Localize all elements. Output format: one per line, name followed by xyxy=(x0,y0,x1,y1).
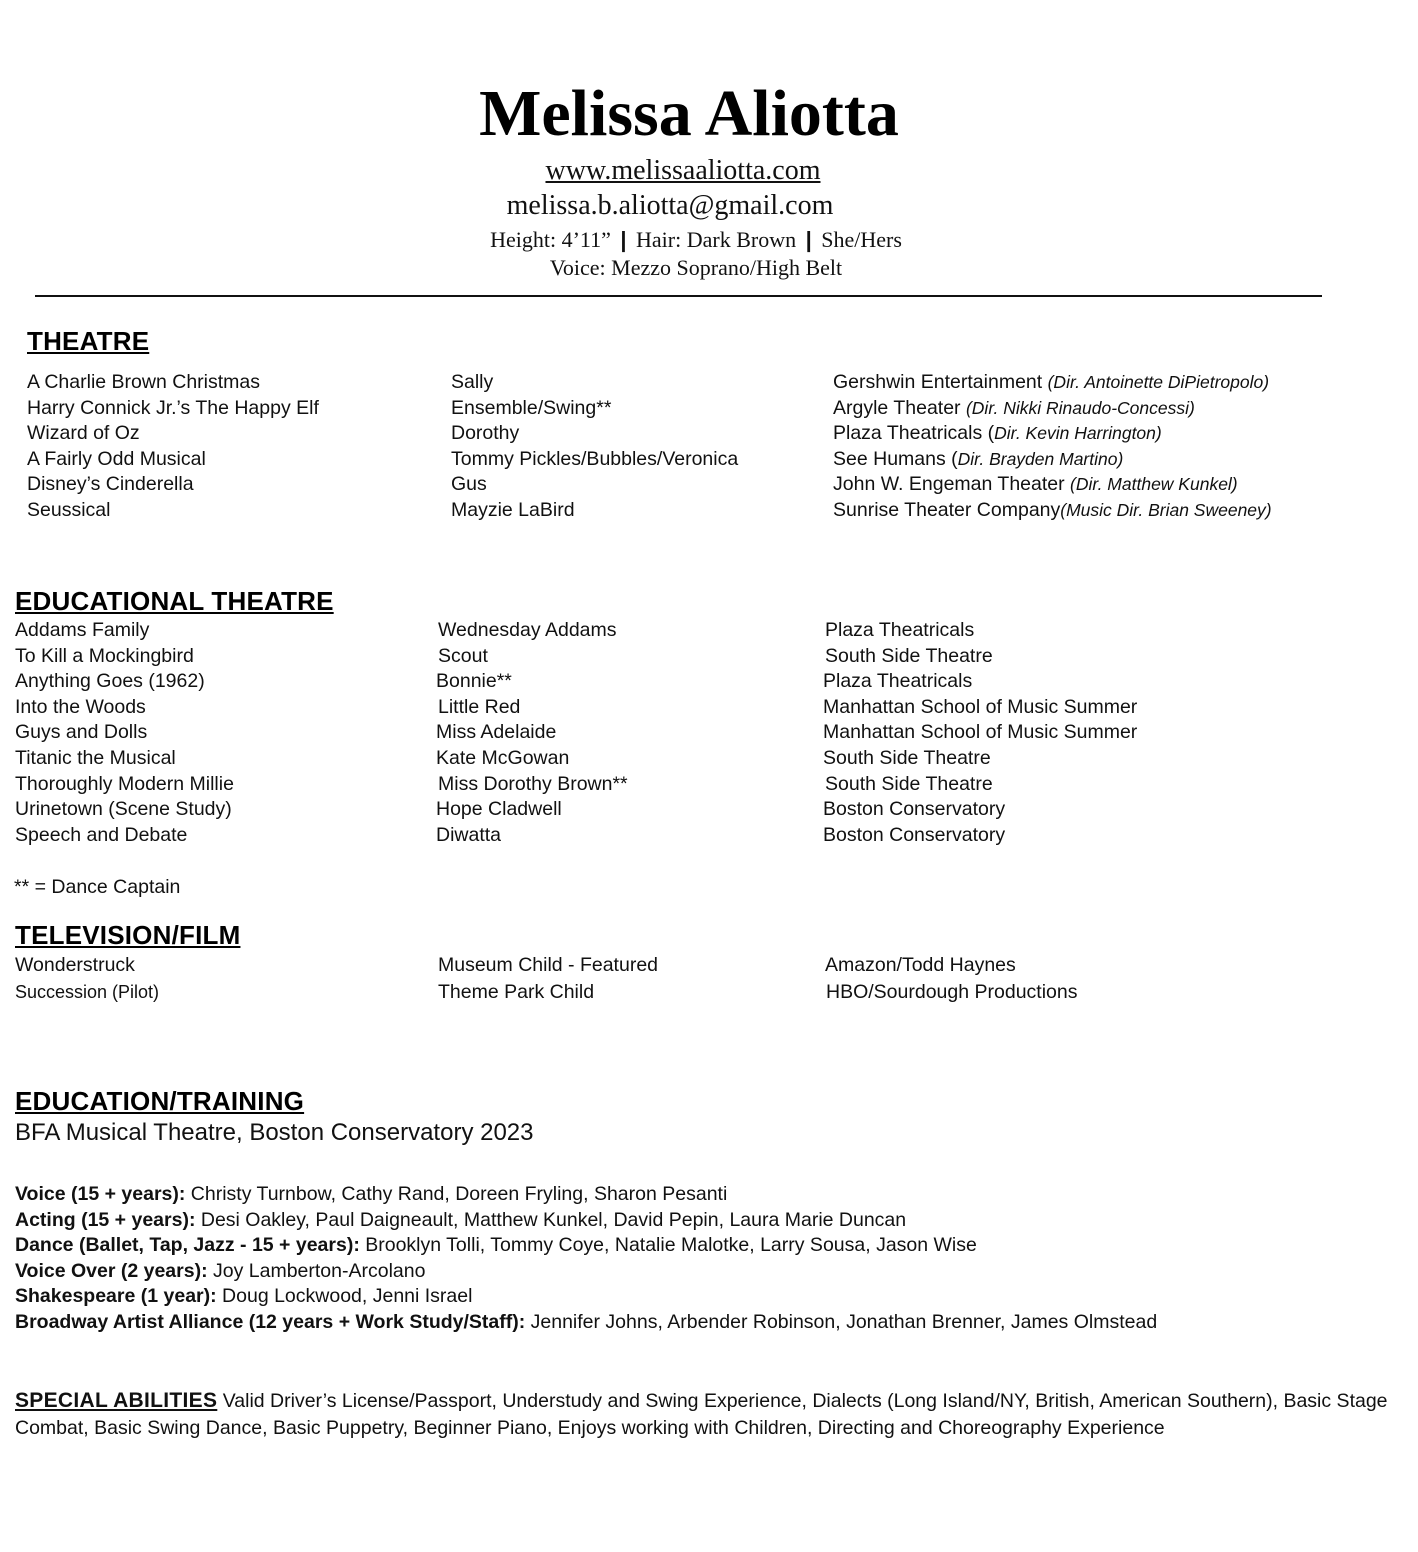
credit-role: Bonnie** xyxy=(436,670,512,693)
credit-company: Amazon/Todd Haynes xyxy=(825,954,1016,976)
performer-name: Melissa Aliotta xyxy=(479,77,899,150)
credit-row xyxy=(0,396,1418,422)
credit-show: Guys and Dolls xyxy=(15,721,148,744)
credit-role: Mayzie LaBird xyxy=(451,498,575,521)
credit-company: Boston Conservatory xyxy=(823,798,1006,821)
director-credit: (Music Dir. Brian Sweeney) xyxy=(1060,499,1272,520)
credit-show: Urinetown (Scene Study) xyxy=(15,798,232,821)
director-credit: Dir. Brayden Martino) xyxy=(957,448,1124,469)
credit-row xyxy=(0,746,1418,772)
television-film-heading: TELEVISION/FILM xyxy=(15,920,241,950)
credit-show: Addams Family xyxy=(15,619,150,641)
special-abilities-heading: SPECIAL ABILITIES xyxy=(15,1389,218,1412)
credit-show: Speech and Debate xyxy=(15,823,188,846)
credit-company: South Side Theatre xyxy=(825,644,993,667)
company-name: Plaza Theatricals ( xyxy=(833,422,995,445)
credit-company: Boston Conservatory xyxy=(823,823,1006,846)
credit-role: Miss Dorothy Brown** xyxy=(438,772,628,795)
credit-company xyxy=(833,472,1238,498)
education-heading: EDUCATION/TRAINING xyxy=(15,1086,305,1116)
credit-row xyxy=(0,618,1418,644)
credit-show: Wizard of Oz xyxy=(27,422,140,445)
hair-stat: Hair: Dark Brown xyxy=(636,227,797,252)
height-stat: Height: 4’11” xyxy=(490,227,611,252)
training-list xyxy=(15,1182,1405,1335)
credit-row xyxy=(0,472,1418,498)
credit-show: Harry Connick Jr.’s The Happy Elf xyxy=(27,396,319,419)
credit-role: Ensemble/Swing** xyxy=(451,396,612,419)
training-label: Broadway Artist Alliance (12 years + Work Study/Staff): xyxy=(15,1310,526,1333)
training-item xyxy=(15,1233,1405,1259)
training-item xyxy=(15,1259,1405,1285)
credit-row xyxy=(0,823,1418,849)
training-teachers: Desi Oakley, Paul Daigneault, Matthew Kunkel, David Pepin, Laura Marie Duncan xyxy=(195,1208,907,1231)
credit-show: A Charlie Brown Christmas xyxy=(27,371,260,393)
training-teachers: Christy Turnbow, Cathy Rand, Doreen Fryling, Sharon Pesanti xyxy=(185,1183,728,1205)
training-label: Dance (Ballet, Tap, Jazz - 15 + years): xyxy=(15,1234,360,1256)
credit-role: Museum Child - Featured xyxy=(438,954,659,976)
voice-type: Voice: Mezzo Soprano/High Belt xyxy=(549,255,843,280)
credit-show: Disney’s Cinderella xyxy=(27,473,194,496)
credit-role: Diwatta xyxy=(436,823,502,846)
credit-role: Sally xyxy=(451,371,494,393)
training-label: Shakespeare (1 year): xyxy=(15,1285,217,1307)
stat-separator: | xyxy=(805,227,812,252)
credit-row xyxy=(0,980,1418,1006)
training-label: Voice Over (2 years): xyxy=(15,1259,208,1282)
credit-role: Theme Park Child xyxy=(438,981,595,1004)
special-abilities xyxy=(15,1388,1390,1441)
director-credit: (Dir. Nikki Rinaudo-Concessi) xyxy=(965,397,1195,418)
credit-row xyxy=(0,797,1418,823)
header-divider xyxy=(35,295,1322,297)
degree: BFA Musical Theatre, Boston Conservatory 2023 xyxy=(15,1119,534,1146)
credit-row xyxy=(0,421,1418,447)
training-label: Acting (15 + years): xyxy=(15,1208,196,1231)
credit-role: Tommy Pickles/Bubbles/Veronica xyxy=(451,447,739,470)
credit-role: Hope Cladwell xyxy=(436,798,562,821)
training-teachers: Brooklyn Tolli, Tommy Coye, Natalie Malotke, Larry Sousa, Jason Wise xyxy=(359,1234,977,1256)
credit-show: Anything Goes (1962) xyxy=(15,670,205,693)
credit-row xyxy=(0,720,1418,746)
credit-show: To Kill a Mockingbird xyxy=(15,644,194,667)
dance-captain-note: ** = Dance Captain xyxy=(14,876,181,898)
theatre-heading: THEATRE xyxy=(27,326,150,356)
credit-row xyxy=(0,370,1418,396)
credit-role: Wednesday Addams xyxy=(438,619,617,641)
training-item xyxy=(15,1208,1405,1234)
credit-company: South Side Theatre xyxy=(825,772,993,795)
credit-role: Miss Adelaide xyxy=(436,721,557,744)
credit-company: Manhattan School of Music Summer xyxy=(823,721,1138,744)
credit-role: Scout xyxy=(438,644,488,667)
educational-theatre-heading: EDUCATIONAL THEATRE xyxy=(15,586,334,616)
credit-role: Little Red xyxy=(438,695,521,718)
credit-company xyxy=(833,370,1269,396)
company-name: Argyle Theater xyxy=(833,396,961,419)
credit-show: A Fairly Odd Musical xyxy=(27,447,206,470)
director-credit: Dir. Kevin Harrington) xyxy=(994,423,1162,444)
credit-row xyxy=(0,669,1418,695)
training-item xyxy=(15,1310,1405,1336)
credit-company: Manhattan School of Music Summer xyxy=(823,695,1138,718)
training-teachers: Jennifer Johns, Arbender Robinson, Jonathan Brenner, James Olmstead xyxy=(525,1310,1158,1333)
email-address[interactable]: melissa.b.aliotta@gmail.com xyxy=(506,190,834,221)
credit-row xyxy=(0,772,1418,798)
credit-show: Thoroughly Modern Millie xyxy=(15,772,234,795)
credit-row xyxy=(0,953,1418,979)
credit-company: HBO/Sourdough Productions xyxy=(826,981,1078,1004)
company-name: Gershwin Entertainment xyxy=(833,371,1043,393)
credit-row xyxy=(0,498,1418,524)
training-label: Voice (15 + years): xyxy=(15,1183,186,1205)
credit-show: Seussical xyxy=(27,498,111,521)
pronouns-stat: She/Hers xyxy=(821,227,902,252)
company-name: John W. Engeman Theater xyxy=(833,473,1065,496)
credit-show: Wonderstruck xyxy=(15,954,135,976)
credit-role: Kate McGowan xyxy=(436,746,570,769)
credit-company xyxy=(833,447,1123,473)
credit-company xyxy=(833,421,1162,447)
theatre-credits xyxy=(0,370,1418,524)
television-film-credits xyxy=(0,953,1418,1006)
director-credit: (Dir. Antoinette DiPietropolo) xyxy=(1047,372,1270,392)
director-credit: (Dir. Matthew Kunkel) xyxy=(1070,474,1238,495)
credit-role: Gus xyxy=(451,473,487,496)
company-name: Sunrise Theater Company xyxy=(833,498,1061,521)
credit-row xyxy=(0,695,1418,721)
credit-company xyxy=(833,396,1195,422)
credit-company: Plaza Theatricals xyxy=(825,619,975,641)
educational-theatre-credits xyxy=(0,618,1418,848)
training-item xyxy=(15,1182,1405,1208)
credit-show: Titanic the Musical xyxy=(15,746,176,769)
credit-row xyxy=(0,644,1418,670)
training-teachers: Joy Lamberton-Arcolano xyxy=(207,1259,426,1282)
company-name: See Humans ( xyxy=(833,447,958,470)
credit-company xyxy=(833,498,1272,524)
credit-row xyxy=(0,447,1418,473)
physical-stats xyxy=(0,226,1392,254)
website-link[interactable]: www.melissaaliotta.com xyxy=(545,155,821,186)
special-abilities-text: Valid Driver’s License/Passport, Understudy and Swing Experience, Dialects (Long Island/NY, British, American Southern), Basic Stage Combat, Basic Swing Dance, Basic Puppetry, Beginner Piano, Enjoys working with Children, Directing and Choreography Experience xyxy=(15,1390,1388,1439)
training-teachers: Doug Lockwood, Jenni Israel xyxy=(216,1285,473,1307)
credit-show: Into the Woods xyxy=(15,695,146,718)
credit-company: Plaza Theatricals xyxy=(823,670,973,693)
training-item xyxy=(15,1284,1405,1310)
credit-show: Succession (Pilot) xyxy=(15,982,160,1003)
credit-company: South Side Theatre xyxy=(823,746,991,769)
stat-separator: | xyxy=(620,227,627,252)
credit-role: Dorothy xyxy=(451,422,520,445)
